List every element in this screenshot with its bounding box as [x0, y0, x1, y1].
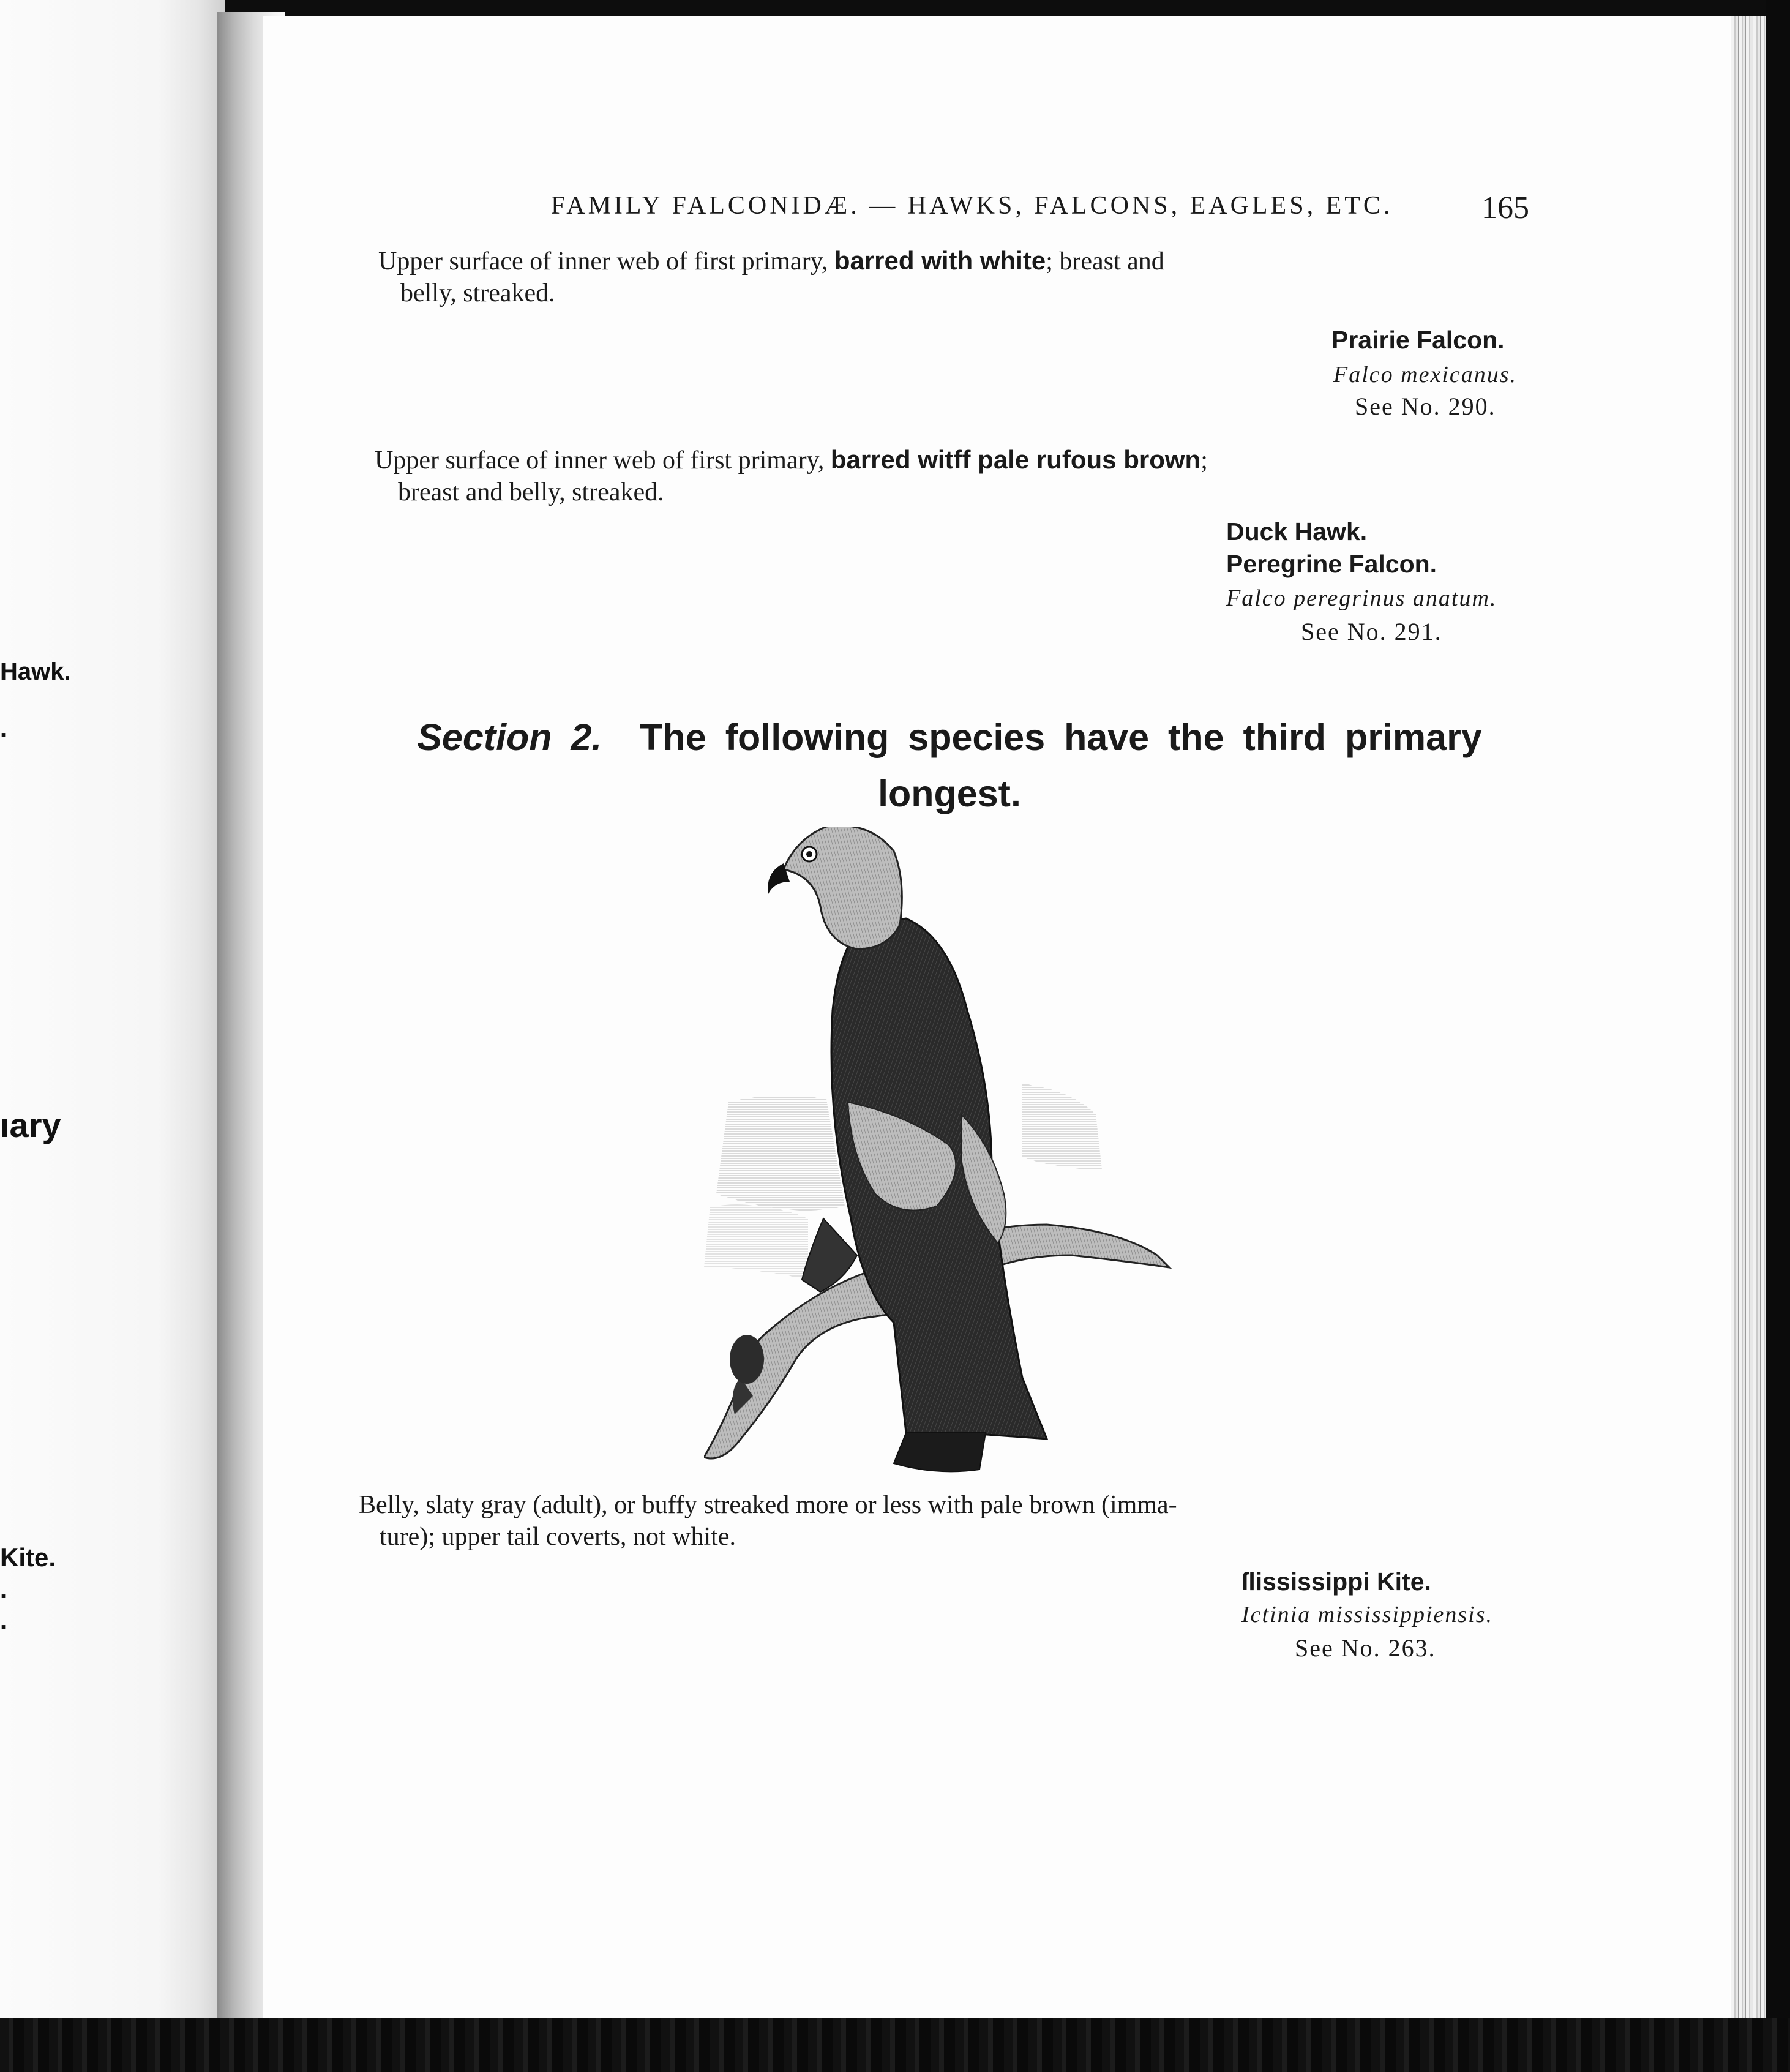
- running-header: FAMILY FALCONIDÆ. — HAWKS, FALCONS, EAGLES, ETC.: [551, 192, 1393, 220]
- kite-illustration: [704, 827, 1181, 1476]
- text-run: Upper surface of inner web of first primary,: [378, 247, 834, 276]
- prev-page-fragment-hawk: Hawk.: [0, 658, 71, 685]
- common-name-duck-hawk: Duck Hawk.: [1226, 517, 1368, 546]
- prev-page-fragment-dot-2: .: [0, 1577, 7, 1604]
- latin-name-falco-mexicanus: Falco mexicanus.: [1333, 362, 1518, 388]
- latin-name-ictinia-mississippiensis: Ictinia mississippiensis.: [1241, 1602, 1494, 1627]
- see-number-290: See No. 290.: [1355, 392, 1496, 420]
- section-2-heading: [371, 709, 1528, 822]
- see-number-291: See No. 291.: [1301, 618, 1442, 645]
- common-name-prairie-falcon: Prairie Falcon.: [1331, 326, 1505, 354]
- previous-page-edge: [0, 0, 225, 2018]
- prev-page-fragment-dot: .: [0, 715, 7, 742]
- description-line-1: [378, 245, 1388, 277]
- prev-page-fragment-primary: ıary: [0, 1106, 61, 1144]
- key-character-bold: barred witff pale rufous brown: [830, 445, 1201, 474]
- entry-duck-hawk-description: [375, 444, 1415, 508]
- text-run: ; breast and: [1046, 247, 1164, 276]
- common-name-mississippi-kite: ſlississippi Kite.: [1241, 1567, 1431, 1596]
- key-character-bold: barred with white: [834, 246, 1046, 275]
- text-run: Upper surface of inner web of first primary,: [375, 446, 831, 475]
- text-run: ;: [1200, 446, 1208, 475]
- description-line-2: breast and belly, streaked.: [398, 478, 664, 506]
- section-text: The following species have the third primary: [640, 716, 1482, 758]
- latin-name-falco-peregrinus-anatum: Falco peregrinus anatum.: [1226, 585, 1497, 611]
- section-label: Section 2.: [417, 716, 602, 758]
- description-line-1: Belly, slaty gray (adult), or buffy streaked more or less with pale brown (imma-: [359, 1491, 1177, 1519]
- entry-mississippi-kite-description: [359, 1489, 1399, 1553]
- section-heading-line-1: [371, 709, 1528, 765]
- scan-frame-right: [1766, 0, 1790, 2072]
- common-name-peregrine-falcon: Peregrine Falcon.: [1226, 550, 1437, 578]
- page-stack-edge: [1731, 16, 1767, 2018]
- description-line-2: ture); upper tail coverts, not white.: [380, 1523, 736, 1551]
- description-line-1: [375, 444, 1415, 476]
- page-number: 165: [1481, 190, 1529, 225]
- entry-prairie-falcon-description: [378, 245, 1388, 309]
- description-line-2: belly, streaked.: [400, 279, 555, 307]
- prev-page-fragment-kite: Kite.: [0, 1543, 56, 1572]
- scan-frame-bottom: [0, 2018, 1790, 2072]
- see-number-263: See No. 263.: [1295, 1634, 1436, 1662]
- prev-page-fragment-dot-3: .: [0, 1607, 7, 1634]
- section-heading-line-2: longest.: [878, 773, 1021, 814]
